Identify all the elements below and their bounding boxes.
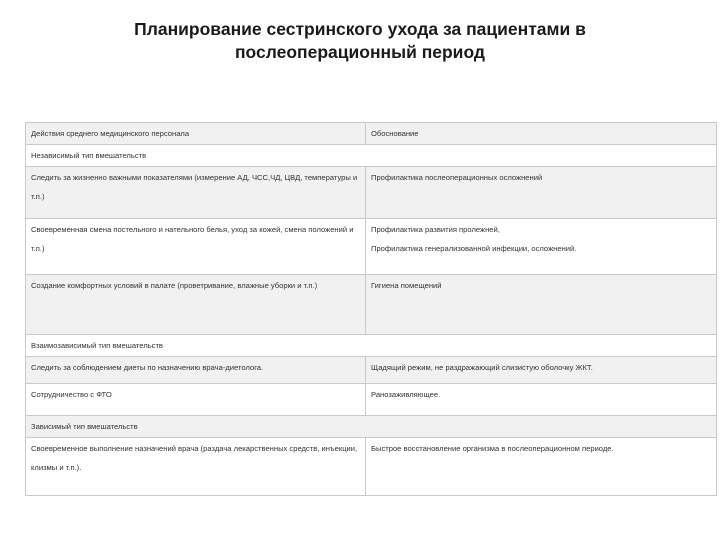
rationale-cell (366, 219, 717, 275)
rationale-cell (366, 275, 717, 335)
page-title (100, 18, 620, 64)
rationale-line: Щадящий режим, не раздражающий слизистую оболочку ЖКТ. (371, 363, 593, 372)
table-row (26, 357, 717, 384)
table-row (26, 275, 717, 335)
title-line-2: послеоперационный период (234, 42, 486, 62)
table-row (26, 167, 717, 219)
rationale-line: Быстрое восстановление организма в послеоперационном периоде. (371, 444, 614, 453)
section-row (26, 416, 717, 438)
action-cell: Своевременное выполнение назначений врача (раздача лекарственных средств, инъекции, клизмы и т.п.). (26, 438, 366, 496)
table-row (26, 384, 717, 416)
header-actions: Действия среднего медицинского персонала (26, 123, 366, 145)
table-row (26, 219, 717, 275)
rationale-cell (366, 357, 717, 384)
rationale-line: Профилактика генерализованной инфекции, осложнений. (371, 244, 577, 253)
section-row (26, 335, 717, 357)
table-header-row (26, 123, 717, 145)
section-row (26, 145, 717, 167)
action-cell: Создание комфортных условий в палате (проветривание, влажные уборки и т.п.) (26, 275, 366, 335)
action-cell: Следить за жизненно важными показателями (измерение АД, ЧСС,ЧД, ЦВД, температуры и т.п.) (26, 167, 366, 219)
rationale-line: Гигиена помещений (371, 281, 442, 290)
rationale-line: Профилактика послеоперационных осложнений (371, 173, 543, 182)
care-plan-table (25, 122, 717, 496)
header-rationale: Обоснование (366, 123, 717, 145)
rationale-cell (366, 384, 717, 416)
action-cell: Следить за соблюдением диеты по назначению врача-диетолога. (26, 357, 366, 384)
section-label-interdependent: Взаимозависимый тип вмешательств (26, 335, 717, 357)
table-row (26, 438, 717, 496)
rationale-cell (366, 438, 717, 496)
action-cell: Своевременная смена постельного и нательного белья, уход за кожей, смена положений и т.п.) (26, 219, 366, 275)
rationale-cell (366, 167, 717, 219)
rationale-line: Ранозаживляющее. (371, 390, 441, 399)
section-label-dependent: Зависимый тип вмешательств (26, 416, 717, 438)
rationale-line: Профилактика развития пролежней, (371, 225, 500, 234)
section-label-independent: Независимый тип вмешательств (26, 145, 717, 167)
title-line-1: Планирование сестринского ухода за пациентами в (134, 19, 586, 39)
action-cell: Сотрудничество с ФТО (26, 384, 366, 416)
